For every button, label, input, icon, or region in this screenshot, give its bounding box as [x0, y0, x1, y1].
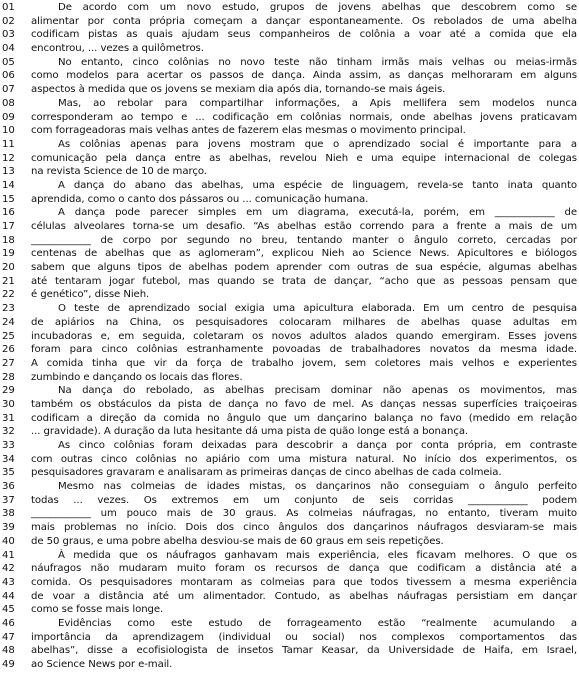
line-text: até tentaram jogar futebol, mas quando se trata de dançar, “acho que as pessoas pensam que — [31, 275, 577, 287]
text-line — [0, 288, 579, 302]
line-text: com outras cinco colônias no apiário com uma mistura natural. No início dos experimentos, os — [31, 453, 577, 465]
line-text: No entanto, cinco colônias no novo teste não tinham irmãs mais velhas ou meias-irmãs — [58, 56, 577, 68]
line-number: 39 — [2, 522, 15, 534]
text-line — [0, 302, 579, 316]
line-text: codificam a direção da comida no ângulo que um dançarino balança no favo (medido em relação — [31, 412, 577, 424]
text-line — [0, 398, 579, 412]
line-number: 19 — [2, 248, 15, 260]
line-text: corresponderam ao tempo e ... codificação em colônias normais, onde abelhas jovens praticavam — [31, 111, 577, 123]
line-text: como se fosse mais longe. — [31, 604, 164, 616]
text-line — [0, 384, 579, 398]
line-text: incubadoras e, em seguida, coletaram os novos adultos alados quando emergiram. Esses jovens — [31, 330, 577, 342]
line-text: todas ... vezes. Os extremos em um conjunto de seis corridas ____________ podem — [31, 494, 577, 506]
line-text: foram para cinco colônias estranhamente povoadas de trabalhadores novatos da mesma idade. — [31, 344, 577, 356]
line-number: 20 — [2, 262, 15, 274]
text-line — [0, 247, 579, 261]
line-text: de apiários na China, os pesquisadores colocaram milhares de abelhas quase adultas em — [31, 316, 577, 328]
line-number: 41 — [2, 549, 15, 561]
text-line — [0, 425, 579, 439]
line-text: como modelos para acertar os passos de dança. Ainda assim, as danças melhoraram em alguns — [31, 70, 577, 82]
line-text: alimentar por conta própria começam a dançar espontaneamente. Os rebolados de uma abelha — [31, 15, 577, 27]
line-text: com forrageadoras mais velhas antes de fazerem elas mesmas o movimento principal. — [31, 125, 466, 137]
line-number: 06 — [2, 70, 15, 82]
text-line — [0, 453, 579, 467]
text-line — [0, 193, 579, 207]
text-line — [0, 562, 579, 576]
line-text: ____________ de corpo por segundo no breu, tentando manter o ângulo correto, cercadas por — [31, 234, 577, 246]
line-text: mais problemas no início. Dois dos cinco ângulos dos dançarinos náufragos desviaram-se mais — [31, 522, 577, 534]
text-line — [0, 234, 579, 248]
line-text: De acordo com um novo estudo, grupos de jovens abelhas que descobrem como se — [58, 2, 577, 13]
text-line — [0, 549, 579, 563]
line-number: 49 — [2, 659, 15, 670]
line-text: é genético”, disse Nieh. — [31, 289, 150, 301]
text-line — [0, 138, 579, 152]
text-line — [0, 97, 579, 111]
line-number: 12 — [2, 152, 15, 164]
text-line — [0, 69, 579, 83]
line-number: 33 — [2, 440, 15, 451]
line-number: 28 — [2, 371, 15, 383]
line-number: 13 — [2, 166, 15, 178]
line-number: 48 — [2, 645, 15, 657]
document-page — [0, 1, 579, 675]
line-text: de voar a distância até um alimentador. Contudo, as abelhas náufragas persistiam em dançar — [31, 590, 577, 602]
line-text: aprendida, como o canto dos pássaros ou ... comunicação humana. — [31, 193, 369, 205]
line-number: 43 — [2, 576, 15, 588]
text-line — [0, 220, 579, 234]
line-number: 34 — [2, 453, 15, 465]
line-number: 10 — [2, 125, 15, 137]
line-text: À medida que os náufragos ganhavam mais experiência, eles ficavam melhores. O que os — [58, 549, 577, 561]
text-line — [0, 371, 579, 385]
line-number: 15 — [2, 193, 15, 205]
line-text: A comida tinha que vir da força de trabalho jovem, sem coletores mais velhos e experientes — [31, 357, 577, 369]
text-line — [0, 412, 579, 426]
line-number: 09 — [2, 111, 15, 123]
line-number: 21 — [2, 275, 15, 287]
text-line — [0, 56, 579, 70]
text-line — [0, 165, 579, 179]
line-number: 01 — [2, 2, 15, 13]
line-number: 22 — [2, 289, 15, 301]
line-text: de 50 graus, e uma pobre abelha desviou-se mais de 60 graus em seis repetições. — [31, 535, 444, 547]
line-number: 42 — [2, 563, 15, 575]
line-text: Na dança do rebolado, as abelhas precisam dominar não apenas os movimentos, mas — [58, 385, 577, 397]
text-line — [0, 15, 579, 29]
text-line — [0, 28, 579, 42]
line-text: náufragos não mudaram muito foram os recursos de dança que codificam a distância até a — [31, 563, 577, 575]
line-number: 35 — [2, 467, 15, 479]
text-line — [0, 330, 579, 344]
line-number: 05 — [2, 56, 15, 68]
text-line — [0, 42, 579, 56]
line-text: ____________ um pouco mais de 30 graus. As colmeias náufragas, no entanto, tiveram muito — [31, 508, 577, 520]
line-number: 37 — [2, 494, 15, 506]
line-number: 38 — [2, 508, 15, 520]
line-text: sabem que alguns tipos de abelhas podem aprender com outras de sua espécie, algumas abelhas — [31, 262, 577, 274]
line-number: 36 — [2, 481, 15, 493]
text-line — [0, 644, 579, 658]
line-text: ... gravidade). A duração da luta hesitante dá uma pista de quão longe está a bonança. — [31, 426, 469, 438]
text-line — [0, 466, 579, 480]
line-number: 31 — [2, 412, 15, 424]
line-number: 30 — [2, 398, 15, 410]
line-number: 08 — [2, 97, 15, 109]
line-number: 02 — [2, 15, 15, 27]
line-text: células alveolares torna-se um desafio. “As abelhas estão correndo para a frente a mais de um — [31, 221, 577, 232]
line-number: 46 — [2, 617, 15, 629]
line-text: na revista Science de 10 de março. — [31, 166, 207, 178]
line-number: 14 — [2, 179, 15, 191]
line-text: Mas, ao rebolar para compartilhar informações, a Apis mellifera sem modelos nunca — [58, 97, 577, 109]
line-number: 23 — [2, 303, 15, 315]
text-line — [0, 124, 579, 138]
line-number: 47 — [2, 631, 15, 643]
line-text: comida. Os pesquisadores montaram as colmeias para que todos tivessem a mesma experiência — [31, 576, 577, 588]
line-number: 27 — [2, 357, 15, 369]
text-line — [0, 507, 579, 521]
line-text: aspectos à medida que os jovens se mexiam dia após dia, tornando-se mais ágeis. — [31, 84, 446, 96]
text-line — [0, 83, 579, 97]
text-line — [0, 152, 579, 166]
line-number: 16 — [2, 207, 15, 219]
line-number: 29 — [2, 385, 15, 397]
text-line — [0, 590, 579, 604]
line-number: 03 — [2, 29, 15, 41]
line-number: 25 — [2, 330, 15, 342]
line-text: As cinco colônias foram deixadas para descobrir a dança por conta própria, em contraste — [58, 440, 577, 451]
line-number: 11 — [2, 138, 15, 150]
text-line — [0, 206, 579, 220]
text-line — [0, 1, 579, 15]
line-text: codificam pistas as quais ajudam seus companheiros de colônia a voar até a comida que ela — [31, 29, 577, 41]
line-number: 40 — [2, 535, 15, 547]
text-line — [0, 439, 579, 453]
line-number: 17 — [2, 221, 15, 232]
line-number: 44 — [2, 590, 15, 602]
text-line — [0, 494, 579, 508]
text-line — [0, 357, 579, 371]
text-line — [0, 316, 579, 330]
text-line — [0, 603, 579, 617]
line-number: 24 — [2, 316, 15, 328]
line-number: 07 — [2, 84, 15, 96]
line-number: 45 — [2, 604, 15, 616]
line-number: 26 — [2, 344, 15, 356]
line-text: pesquisadores gravaram e analisaram as primeiras danças de cinco abelhas de cada colmeia. — [31, 467, 502, 479]
line-text: A dança pode parecer simples em um diagrama, executá-la, porém, em ____________ de — [58, 207, 577, 219]
line-number: 32 — [2, 426, 15, 438]
text-line — [0, 261, 579, 275]
line-text: Mesmo nas colmeias de idades mistas, os dançarinos não conseguiam o ângulo perfeito — [58, 481, 577, 493]
text-line — [0, 111, 579, 125]
line-text: importância da aprendizagem (individual ou social) nos complexos comportamentos das — [31, 631, 577, 643]
text-line — [0, 343, 579, 357]
text-line — [0, 480, 579, 494]
text-line — [0, 576, 579, 590]
line-text: Evidências como este estudo de forrageamento estão “realmente acumulando a — [58, 617, 577, 629]
line-number: 18 — [2, 234, 15, 246]
text-line — [0, 658, 579, 672]
line-text: comunicação pela dança entre as abelhas, revelou Nieh e uma equipe internacional de colegas — [31, 152, 577, 164]
text-line — [0, 631, 579, 645]
line-text: também os obstáculos da pista de dança no favo de mel. As danças nessas superfícies traiçoeiras — [31, 398, 577, 410]
line-text: O teste de aprendizado social exigia uma apicultura elaborada. Em um centro de pesquisa — [58, 303, 577, 315]
line-text: abelhas”, disse a ecofisiologista de insetos Tamar Keasar, da Universidade de Haifa, em Israel, — [31, 645, 577, 657]
line-text: As colônias apenas para jovens mostram que o aprendizado social é importante para a — [58, 138, 577, 150]
text-line — [0, 179, 579, 193]
line-text: encontrou, ... vezes a quilômetros. — [31, 43, 204, 55]
line-number: 04 — [2, 43, 15, 55]
line-text: A dança do abano das abelhas, uma espécie de linguagem, revela-se tanto inata quanto — [58, 179, 577, 191]
text-line — [0, 535, 579, 549]
text-line — [0, 275, 579, 289]
line-text: ao Science News por e-mail. — [31, 659, 173, 670]
text-line — [0, 521, 579, 535]
line-text: zumbindo e dançando os locais das flores. — [31, 371, 243, 383]
line-text: centenas de abelhas que as aglomeram”, explicou Nieh ao Science News. Apicultores e biólogos — [31, 248, 577, 260]
text-line — [0, 617, 579, 631]
